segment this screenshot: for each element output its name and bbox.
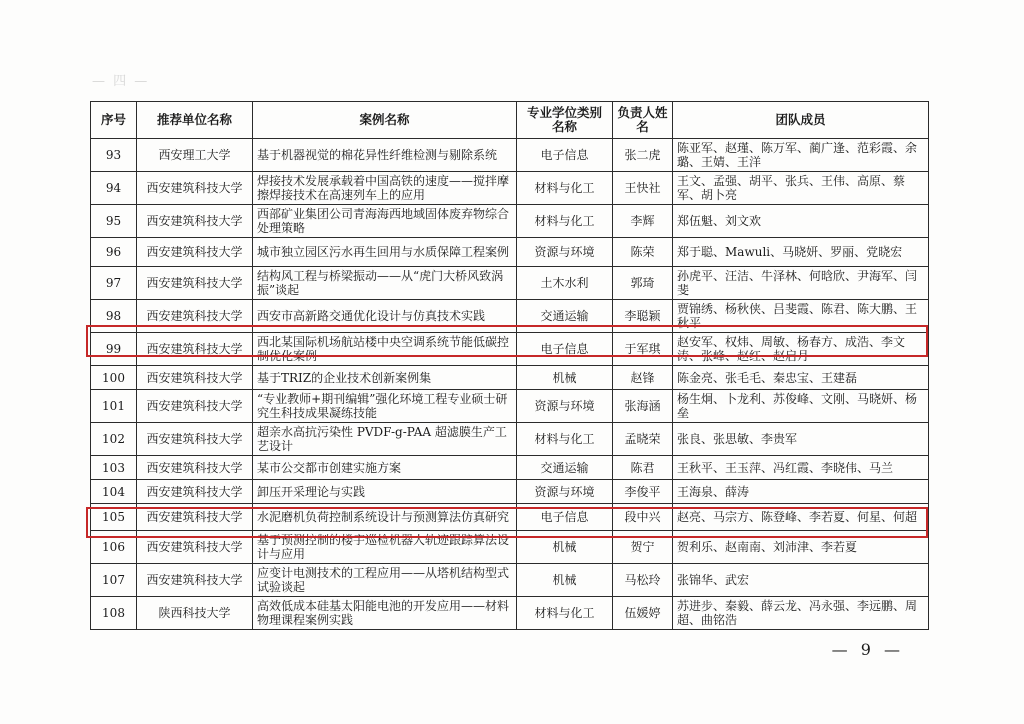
cell-case: 基于机器视觉的棉花异性纤维检测与剔除系统 <box>253 139 517 172</box>
cell-team: 张良、张思敏、李贵军 <box>673 423 929 456</box>
cell-seq: 107 <box>91 564 137 597</box>
cell-leader: 伍媛婷 <box>613 597 673 630</box>
table-row <box>91 205 929 238</box>
cell-seq: 93 <box>91 139 137 172</box>
table-header-row <box>91 102 929 139</box>
cell-team: 赵亮、马宗方、陈登峰、李若夏、何星、何超 <box>673 504 929 531</box>
cell-case: 高效低成本硅基太阳能电池的开发应用——材料物理课程案例实践 <box>253 597 517 630</box>
cell-team: 贾锦绣、杨秋侠、吕斐霞、陈君、陈大鹏、王秋平 <box>673 300 929 333</box>
table-row <box>91 390 929 423</box>
cell-unit: 西安建筑科技大学 <box>137 531 253 564</box>
cell-case: 基于TRIZ的企业技术创新案例集 <box>253 366 517 390</box>
page-number: — 9 — <box>831 640 904 659</box>
cell-category: 交通运输 <box>517 456 613 480</box>
cell-seq: 96 <box>91 238 137 267</box>
case-table-container <box>90 101 928 630</box>
cell-category: 机械 <box>517 564 613 597</box>
cell-leader: 孟晓荣 <box>613 423 673 456</box>
cell-team: 张锦华、武宏 <box>673 564 929 597</box>
cell-seq: 100 <box>91 366 137 390</box>
cell-team: 郑伍魁、刘文欢 <box>673 205 929 238</box>
cell-team: 王秋平、王玉萍、冯红霞、李晓伟、马兰 <box>673 456 929 480</box>
cell-case: 西北某国际机场航站楼中央空调系统节能低碳控制优化案例 <box>253 333 517 366</box>
cell-seq: 95 <box>91 205 137 238</box>
table-row <box>91 456 929 480</box>
cell-team: 杨生炯、卜龙利、苏俊峰、文刚、马晓妍、杨垒 <box>673 390 929 423</box>
cell-leader: 马松玲 <box>613 564 673 597</box>
cell-category: 电子信息 <box>517 504 613 531</box>
cell-leader: 赵锋 <box>613 366 673 390</box>
cell-category: 土木水利 <box>517 267 613 300</box>
cell-leader: 陈君 <box>613 456 673 480</box>
cell-category: 材料与化工 <box>517 597 613 630</box>
cell-category: 资源与环境 <box>517 238 613 267</box>
cell-leader: 段中兴 <box>613 504 673 531</box>
header-leader: 负责人姓名 <box>613 102 673 139</box>
cell-leader: 王快社 <box>613 172 673 205</box>
table-row <box>91 238 929 267</box>
cell-team: 陈亚军、赵瑾、陈万军、蔺广逢、范彩霞、余璐、王婧、王洋 <box>673 139 929 172</box>
cell-team: 王海泉、薛涛 <box>673 480 929 504</box>
cell-leader: 贺宁 <box>613 531 673 564</box>
table-row <box>91 172 929 205</box>
cell-seq: 97 <box>91 267 137 300</box>
cell-category: 材料与化工 <box>517 172 613 205</box>
cell-case: 某市公交都市创建实施方案 <box>253 456 517 480</box>
cell-case: “专业教师+期刊编辑”强化环境工程专业硕士研究生科技成果凝练技能 <box>253 390 517 423</box>
table-row <box>91 480 929 504</box>
cell-team: 陈金亮、张毛毛、秦忠宝、王建磊 <box>673 366 929 390</box>
cell-unit: 西安建筑科技大学 <box>137 238 253 267</box>
cell-case: 城市独立园区污水再生回用与水质保障工程案例 <box>253 238 517 267</box>
cell-unit: 西安建筑科技大学 <box>137 423 253 456</box>
faint-header-mark: — 四 — <box>92 74 150 89</box>
cell-unit: 西安建筑科技大学 <box>137 172 253 205</box>
cell-case: 卸压开采理论与实践 <box>253 480 517 504</box>
cell-unit: 西安建筑科技大学 <box>137 333 253 366</box>
cell-unit: 西安建筑科技大学 <box>137 300 253 333</box>
table-row <box>91 333 929 366</box>
cell-category: 材料与化工 <box>517 423 613 456</box>
table-row <box>91 531 929 564</box>
cell-case: 焊接技术发展承载着中国高铁的速度——搅拌摩擦焊接技术在高速列车上的应用 <box>253 172 517 205</box>
table-row <box>91 366 929 390</box>
cell-leader: 张二虎 <box>613 139 673 172</box>
cell-case: 基于预测控制的楼宇巡检机器人轨迹跟踪算法设计与应用 <box>253 531 517 564</box>
cell-unit: 西安建筑科技大学 <box>137 480 253 504</box>
cell-seq: 102 <box>91 423 137 456</box>
table-row <box>91 139 929 172</box>
cell-category: 资源与环境 <box>517 480 613 504</box>
cell-unit: 西安建筑科技大学 <box>137 267 253 300</box>
cell-seq: 98 <box>91 300 137 333</box>
cell-seq: 101 <box>91 390 137 423</box>
cell-seq: 103 <box>91 456 137 480</box>
table-row <box>91 300 929 333</box>
cell-category: 机械 <box>517 366 613 390</box>
cell-team: 郑于聪、Mawuli、马晓妍、罗丽、党晓宏 <box>673 238 929 267</box>
cell-leader: 郭琦 <box>613 267 673 300</box>
cell-seq: 105 <box>91 504 137 531</box>
table-row <box>91 564 929 597</box>
table-row <box>91 597 929 630</box>
table-row <box>91 267 929 300</box>
cell-seq: 99 <box>91 333 137 366</box>
cell-category: 资源与环境 <box>517 390 613 423</box>
cell-leader: 李俊平 <box>613 480 673 504</box>
cell-team: 赵安军、权炜、周敏、杨春方、成浩、李文涛、张峰、赵红、赵启月 <box>673 333 929 366</box>
cell-team: 贺利乐、赵南南、刘沛津、李若夏 <box>673 531 929 564</box>
cell-case: 应变计电测技术的工程应用——从塔机结构型式试验谈起 <box>253 564 517 597</box>
cell-case: 结构风工程与桥梁振动——从“虎门大桥风致涡振”谈起 <box>253 267 517 300</box>
cell-category: 交通运输 <box>517 300 613 333</box>
table-row <box>91 423 929 456</box>
cell-leader: 于军琪 <box>613 333 673 366</box>
cell-case: 水泥磨机负荷控制系统设计与预测算法仿真研究 <box>253 504 517 531</box>
cell-category: 电子信息 <box>517 333 613 366</box>
table-row <box>91 504 929 531</box>
cell-leader: 张海涵 <box>613 390 673 423</box>
header-case: 案例名称 <box>253 102 517 139</box>
cell-leader: 李聪颖 <box>613 300 673 333</box>
cell-case: 超亲水高抗污染性 PVDF-g-PAA 超滤膜生产工艺设计 <box>253 423 517 456</box>
cell-seq: 104 <box>91 480 137 504</box>
cell-team: 王文、孟强、胡平、张兵、王伟、高原、蔡军、胡卜亮 <box>673 172 929 205</box>
table-body <box>91 139 929 630</box>
header-category: 专业学位类别名称 <box>517 102 613 139</box>
cell-seq: 108 <box>91 597 137 630</box>
cell-case: 西部矿业集团公司青海海西地域固体废弃物综合处理策略 <box>253 205 517 238</box>
cell-unit: 西安建筑科技大学 <box>137 366 253 390</box>
cell-case: 西安市高新路交通优化设计与仿真技术实践 <box>253 300 517 333</box>
cell-unit: 西安建筑科技大学 <box>137 390 253 423</box>
cell-unit: 西安理工大学 <box>137 139 253 172</box>
case-table <box>90 101 929 630</box>
cell-category: 材料与化工 <box>517 205 613 238</box>
cell-unit: 西安建筑科技大学 <box>137 456 253 480</box>
cell-category: 电子信息 <box>517 139 613 172</box>
cell-unit: 西安建筑科技大学 <box>137 564 253 597</box>
cell-leader: 李辉 <box>613 205 673 238</box>
cell-team: 苏进步、秦毅、薛云龙、冯永强、李远鹏、周超、曲铭浩 <box>673 597 929 630</box>
header-team: 团队成员 <box>673 102 929 139</box>
cell-category: 机械 <box>517 531 613 564</box>
cell-unit: 西安建筑科技大学 <box>137 504 253 531</box>
cell-seq: 106 <box>91 531 137 564</box>
cell-unit: 西安建筑科技大学 <box>137 205 253 238</box>
cell-seq: 94 <box>91 172 137 205</box>
header-seq: 序号 <box>91 102 137 139</box>
cell-unit: 陕西科技大学 <box>137 597 253 630</box>
header-unit: 推荐单位名称 <box>137 102 253 139</box>
cell-leader: 陈荣 <box>613 238 673 267</box>
cell-team: 孙虎平、汪洁、牛泽林、何晗欣、尹海军、闫斐 <box>673 267 929 300</box>
